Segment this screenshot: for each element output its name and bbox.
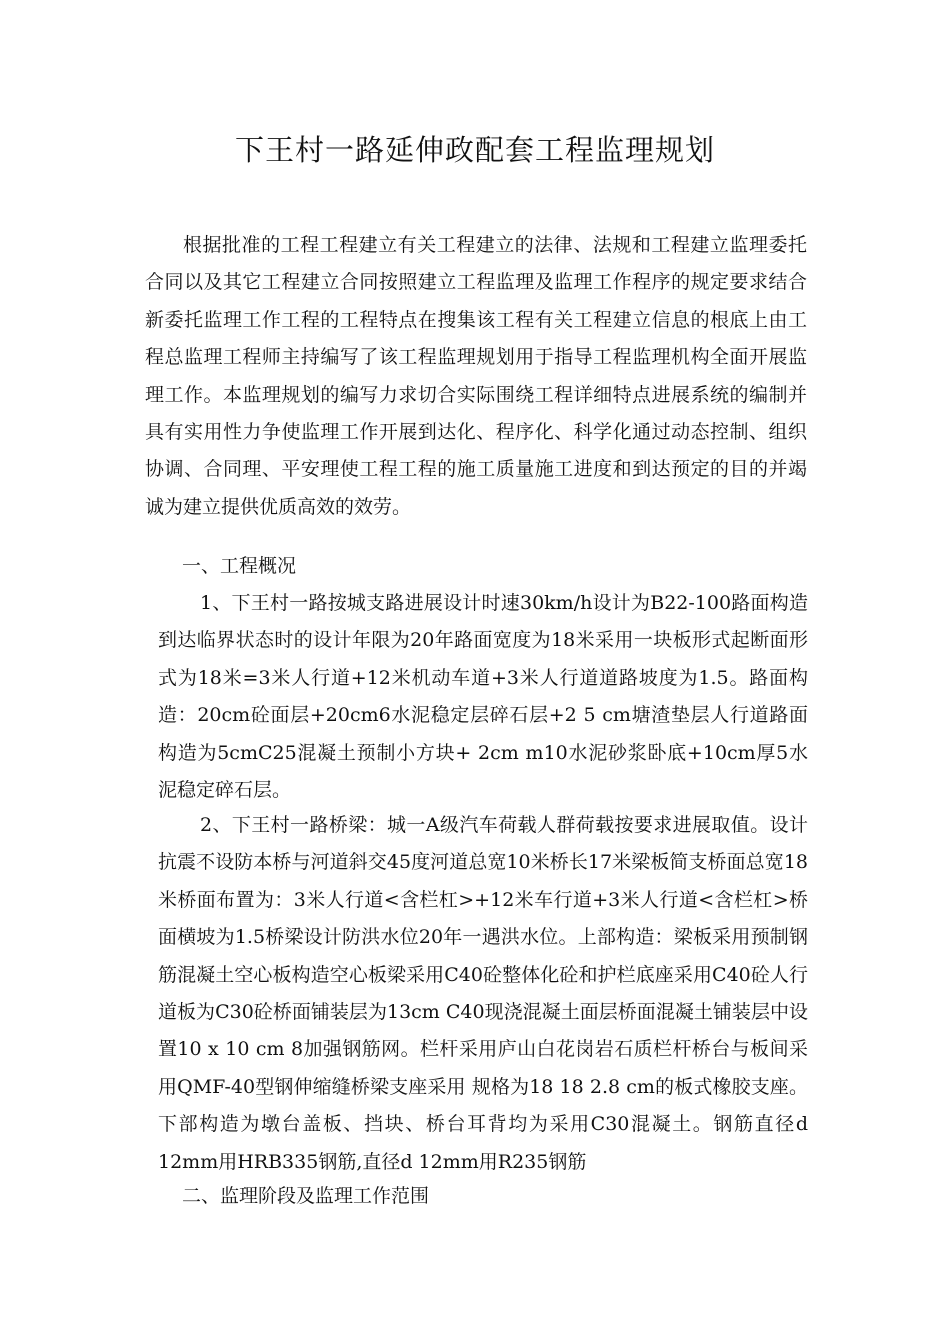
overview-item-bridge: 2、下王村一路桥梁：城一A级汽车荷载人群荷载按要求进展取值。设计抗震不设防本桥与河道斜交45度河道总宽10米桥长17米梁板简支桥面总宽18米桥面布置为：3米人行道<含栏杠>+12米车行道+3米人行道<含栏杠>桥面横坡为1.5桥梁设计防洪水位20年一遇洪水位。上部构造：梁板采用预制钢筋混凝土空心板构造空心板梁采用C40砼整体化砼和护栏底座采用C40砼人行道板为C30砼桥面铺装层为13cm C40现浇混凝土面层桥面混凝土铺装层中设置10 x 10 cm 8加强钢筋网。栏杆采用庐山白花岗岩石质栏杆桥台与板间采用QMF-40型钢伸缩缝桥梁支座采用 规格为18 18 2.8 cm的板式橡胶支座。下部构造为墩台盖板、挡块、桥台耳背均为采用C30混凝土。钢筋直径d 12mm用HRB335钢筋,直径d 12mm用R235钢筋 [158, 814, 808, 1173]
section-heading-overview: 一、工程概况 [182, 555, 297, 577]
intro-paragraph: 根据批准的工程工程建立有关工程建立的法律、法规和工程建立监理委托合同以及其它工程建立合同按照建立工程监理及监理工作程序的规定要求结合新委托监理工作工程的工程特点在搜集该工程有关工程建立信息的根底上由工程总监理工程师主持编写了该工程监理规划用于指导工程监理机构全面开展监理工作。本监理规划的编写力求切合实际围绕工程详细特点进展系统的编制并具有实用性力争使监理工作开展到达化、程序化、科学化通过动态控制、组织协调、合同理、平安理使工程工程的施工质量施工进度和到达预定的目的并竭诚为建立提供优质高效的效劳。 [145, 234, 807, 518]
document-title: 下王村一路延伸政配套工程监理规划 [234, 133, 715, 167]
section-heading-scope: 二、监理阶段及监理工作范围 [182, 1185, 430, 1207]
overview-item-road: 1、下王村一路按城支路进展设计时速30km/h设计为B22-100路面构造到达临界状态时的设计年限为20年路面宽度为18米采用一块板形式起断面形式为18米=3米人行道+12米机动车道+3米人行道道路坡度为1.5。路面构造：20cm砼面层+20cm6水泥稳定层碎石层+2 5 cm塘渣垫层人行道路面构造为5cmC25混凝土预制小方块+ 2cm m10水泥砂浆卧底+10cm厚5水泥稳定碎石层。 [158, 592, 808, 802]
